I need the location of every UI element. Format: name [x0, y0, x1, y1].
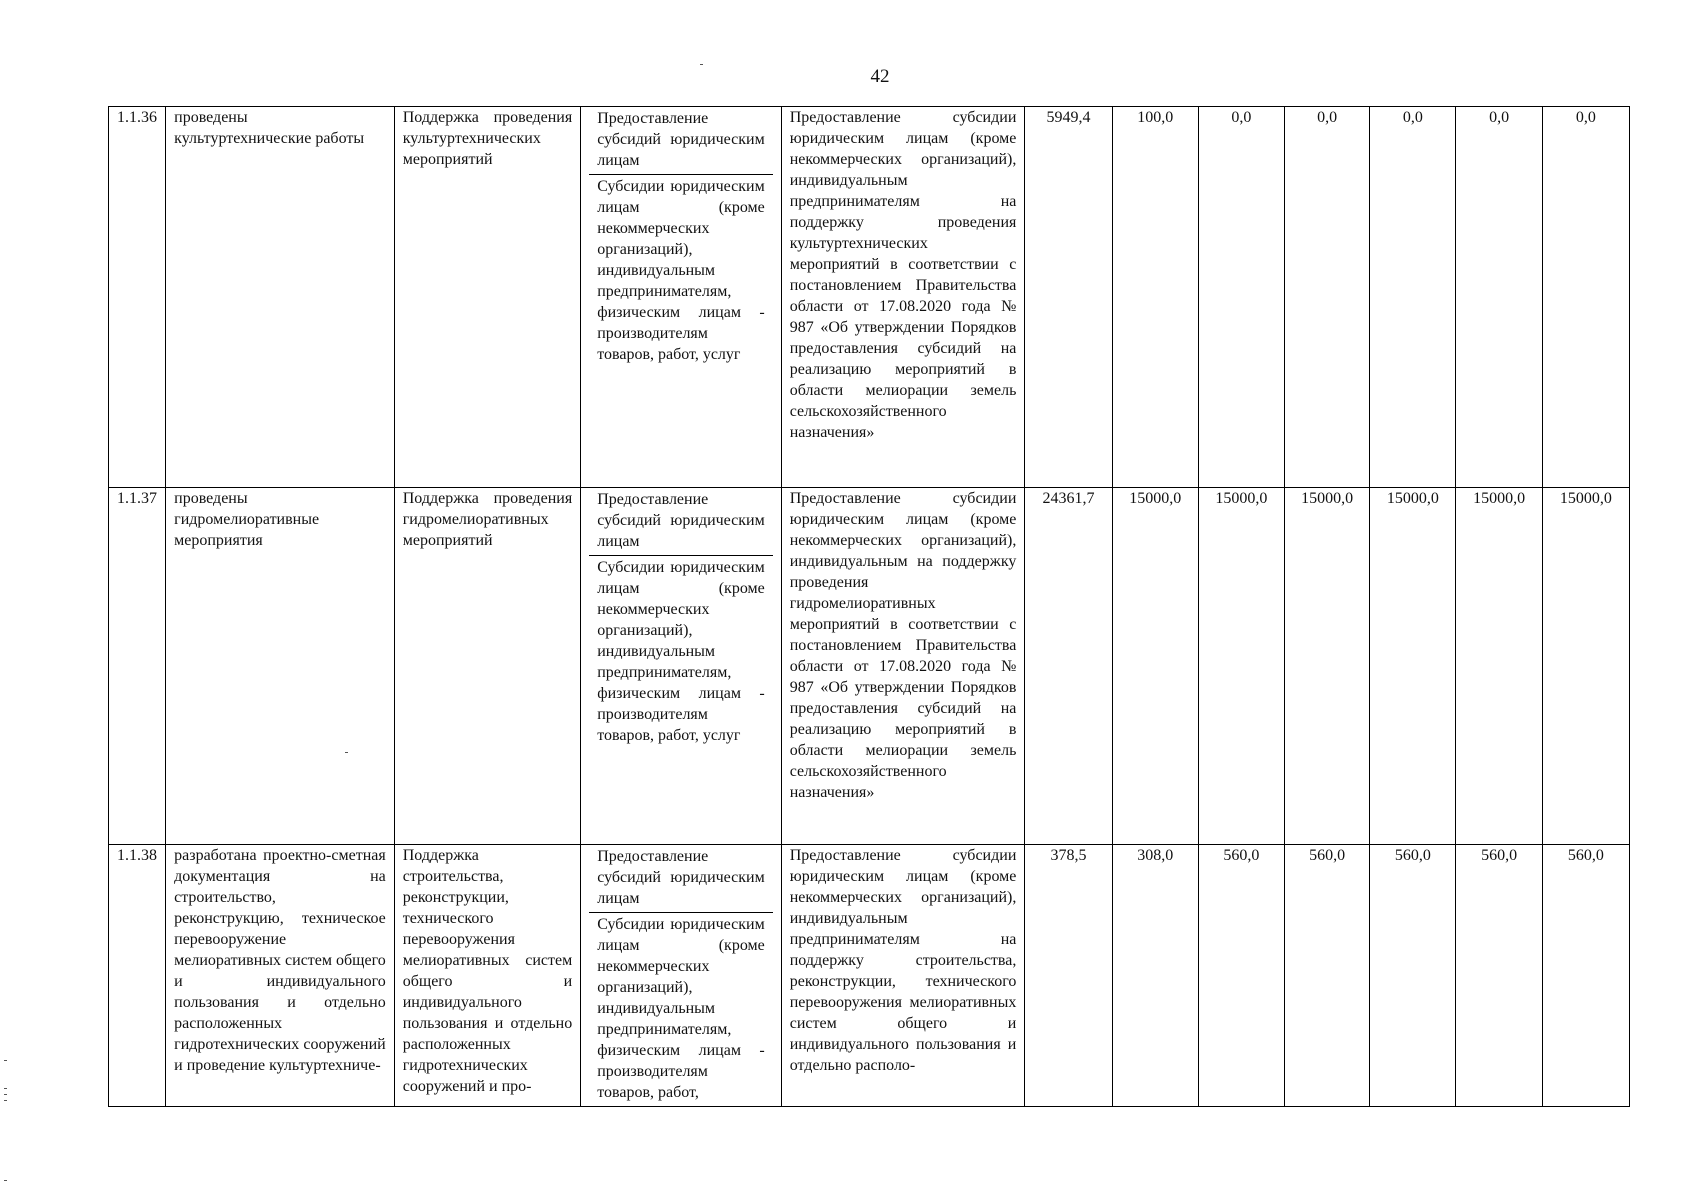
- event-cell: Поддержка строительства, реконструкции, технического перевооружения мелиоративных систем общего и индивидуального пользования и отдельно расположенных гидротехнических сооружений и про-: [394, 845, 580, 1107]
- scan-mark: [4, 1060, 7, 1061]
- description-cell: Предоставление субсидии юридическим лицам (кроме некоммерческих организаций), индивидуальным предпринимателям на поддержку строительства, реконструкции, технического перевооружения мелиоративных систем общего и индивидуального пользования и отдельно располо-: [781, 845, 1025, 1107]
- event-cell: Поддержка проведения культуртехнических мероприятий: [394, 107, 580, 488]
- mechanism-text: Предоставление субсидий юридическим лицам: [589, 488, 773, 556]
- mechanism-cell: [581, 107, 782, 488]
- row-code: 1.1.36: [109, 107, 166, 488]
- value-cell: 560,0: [1198, 845, 1284, 1107]
- value-cell: 560,0: [1285, 845, 1370, 1107]
- value-cell: 15000,0: [1456, 488, 1542, 845]
- mechanism-cell: [581, 488, 782, 845]
- result-cell: проведены гидромелиоративные мероприятия: [166, 488, 395, 845]
- value-cell: 15000,0: [1370, 488, 1456, 845]
- result-cell: проведены культуртехнические работы: [166, 107, 395, 488]
- description-cell: Предоставление субсидии юридическим лицам (кроме некоммерческих организаций), индивидуальным предпринимателям на поддержку проведения культуртехнических мероприятий в соответствии с постановлением Правительства области от 17.08.2020 года № 987 «Об утверждении Порядков предоставления субсидий на реализацию мероприятий в области мелиорации земель сельскохозяйственного назначения»: [781, 107, 1025, 488]
- value-cell: 308,0: [1112, 845, 1198, 1107]
- value-cell: 560,0: [1370, 845, 1456, 1107]
- value-cell: 378,5: [1025, 845, 1112, 1107]
- scan-mark: [4, 1094, 7, 1095]
- program-table: [108, 106, 1630, 1107]
- value-cell: 560,0: [1542, 845, 1629, 1107]
- value-cell: 0,0: [1542, 107, 1629, 488]
- table-row: [109, 107, 1630, 488]
- mechanism-text: Предоставление субсидий юридическим лицам: [589, 845, 773, 913]
- row-code: 1.1.38: [109, 845, 166, 1107]
- scan-mark: [4, 1100, 7, 1101]
- expense-text: Субсидии юридическим лицам (кроме некоммерческих организаций), индивидуальным предпринимателям, физическим лицам - производителям товаров, работ, услуг: [597, 178, 765, 363]
- value-cell: 24361,7: [1025, 488, 1112, 845]
- value-cell: 15000,0: [1285, 488, 1370, 845]
- value-cell: 560,0: [1456, 845, 1542, 1107]
- description-cell: Предоставление субсидии юридическим лицам (кроме некоммерческих организаций), индивидуальным на поддержку проведения гидромелиоративных мероприятий в соответствии с постановлением Правительства области от 17.08.2020 года № 987 «Об утверждении Порядков предоставления субсидий на реализацию мероприятий в области мелиорации земель сельскохозяйственного назначения»: [781, 488, 1025, 845]
- scan-mark: [4, 1088, 7, 1089]
- expense-text: Субсидии юридическим лицам (кроме некоммерческих организаций), индивидуальным предпринимателям, физическим лицам - производителям товаров, работ, услуг: [597, 559, 765, 744]
- value-cell: 15000,0: [1542, 488, 1629, 845]
- event-cell: Поддержка проведения гидромелиоративных мероприятий: [394, 488, 580, 845]
- value-cell: 100,0: [1112, 107, 1198, 488]
- value-cell: 5949,4: [1025, 107, 1112, 488]
- value-cell: 15000,0: [1198, 488, 1284, 845]
- mechanism-cell: [581, 845, 782, 1107]
- value-cell: 0,0: [1198, 107, 1284, 488]
- scan-mark: [700, 64, 703, 65]
- value-cell: 0,0: [1285, 107, 1370, 488]
- value-cell: 0,0: [1456, 107, 1542, 488]
- table-row: [109, 488, 1630, 845]
- page-number: 42: [870, 66, 890, 87]
- scan-mark: [4, 1180, 7, 1181]
- result-cell: разработана проектно-сметная документация на строительство, реконструкцию, техническое перевооружение мелиоративных систем общего и индивидуального пользования и отдельно расположенных гидротехнических сооружений и проведение культуртехниче-: [166, 845, 395, 1107]
- row-code: 1.1.37: [109, 488, 166, 845]
- expense-text: Субсидии юридическим лицам (кроме некоммерческих организаций), индивидуальным предпринимателям, физическим лицам - производителям товаров, работ,: [597, 916, 765, 1101]
- mechanism-text: Предоставление субсидий юридическим лицам: [589, 107, 773, 175]
- value-cell: 15000,0: [1112, 488, 1198, 845]
- value-cell: 0,0: [1370, 107, 1456, 488]
- table-row: [109, 845, 1630, 1107]
